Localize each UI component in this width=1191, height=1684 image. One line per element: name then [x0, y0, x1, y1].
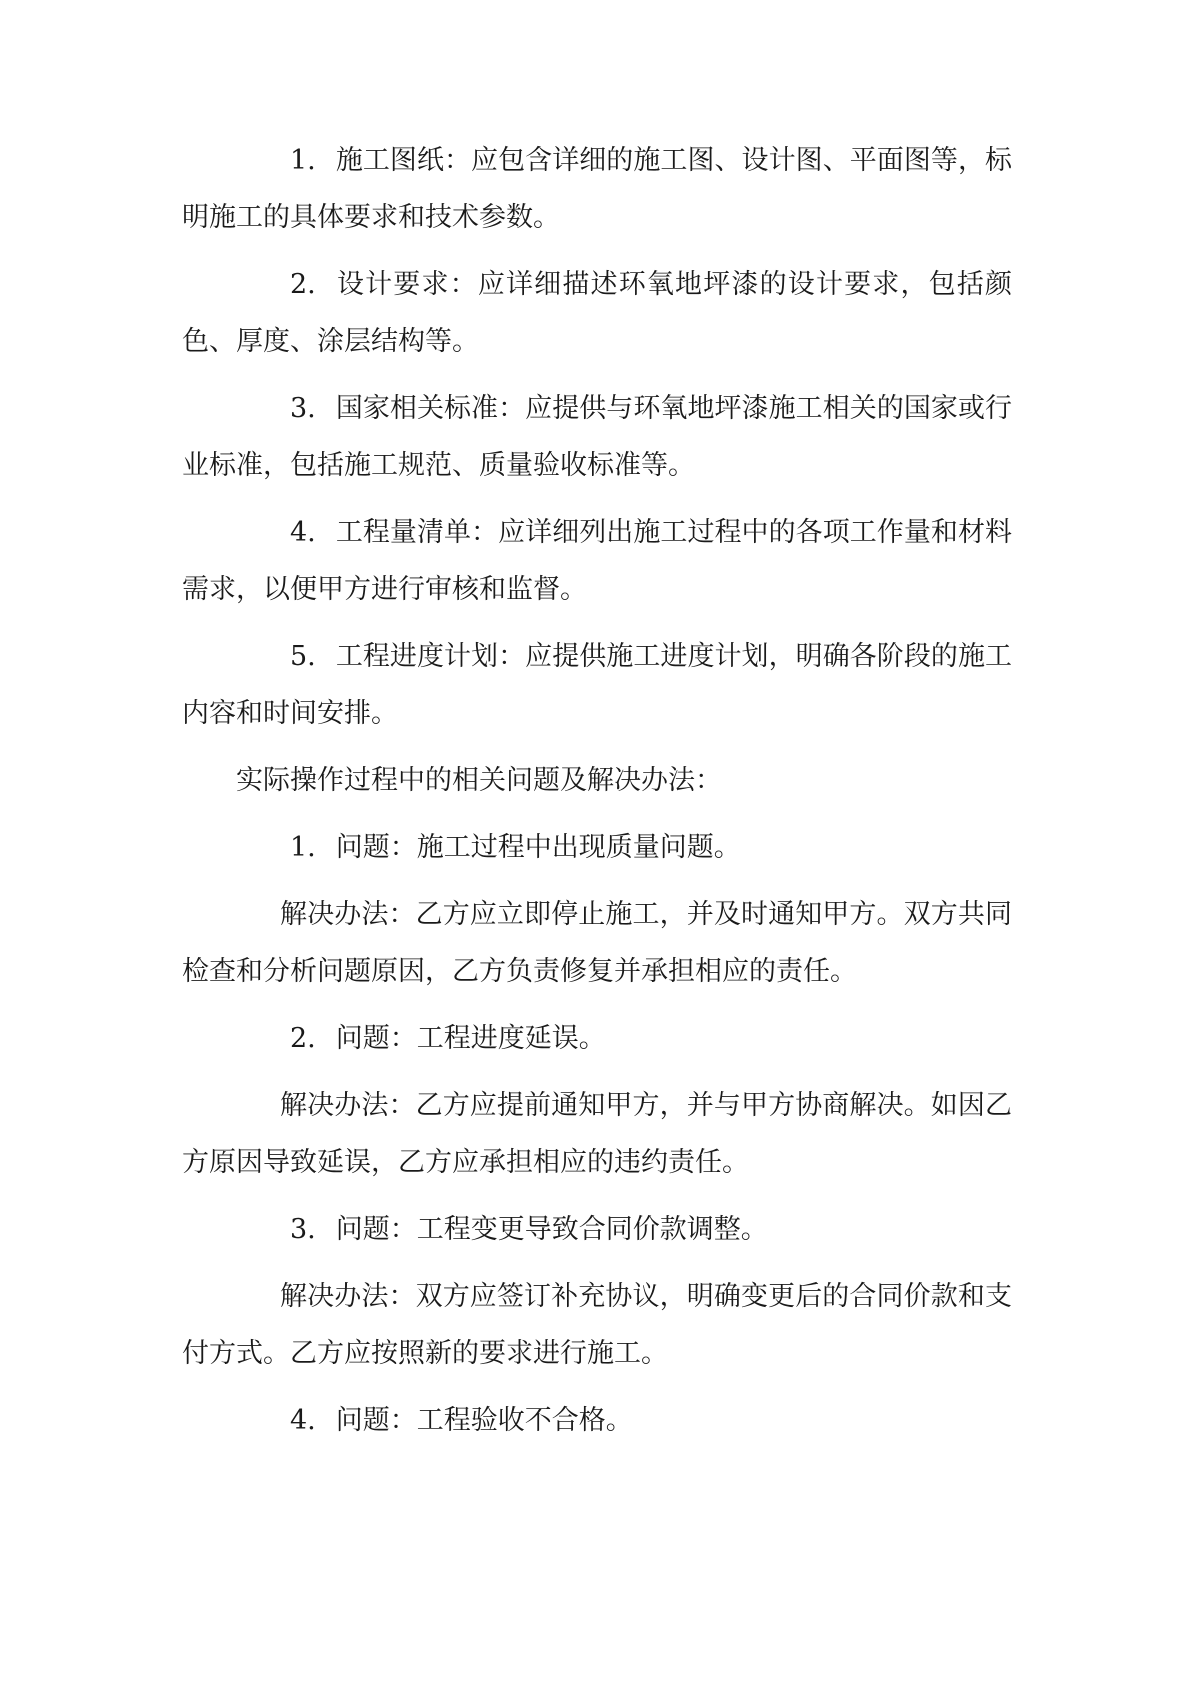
- issue-problem: [182, 1392, 1012, 1449]
- issue-solution: 解决办法：乙方应立即停止施工，并及时通知甲方。双方共同检查和分析问题原因，乙方负责修复并承担相应的责任。: [182, 899, 1012, 987]
- item-text: 施工图纸：应包含详细的施工图、设计图、平面图等，标明施工的具体要求和技术参数。: [182, 145, 1012, 233]
- issue-solution: 解决办法：乙方应提前通知甲方，并与甲方协商解决。如因乙方原因导致延误，乙方应承担相应的违约责任。: [182, 1090, 1012, 1178]
- requirement-item: [182, 504, 1012, 618]
- problem-text: 问题：工程验收不合格。: [335, 1405, 633, 1436]
- issue-problem: [182, 819, 1012, 876]
- issue-number: 1.: [290, 832, 316, 863]
- problem-text: 问题：施工过程中出现质量问题。: [335, 832, 741, 863]
- requirement-item: [182, 256, 1012, 370]
- requirement-item: [182, 132, 1012, 246]
- item-number: 4.: [290, 517, 316, 548]
- requirement-item: [182, 380, 1012, 494]
- issue-number: 3.: [290, 1214, 316, 1245]
- item-text: 工程进度计划：应提供施工进度计划，明确各阶段的施工内容和时间安排。: [182, 641, 1012, 729]
- issue-number: 4.: [290, 1405, 316, 1436]
- item-text: 工程量清单：应详细列出施工过程中的各项工作量和材料需求，以便甲方进行审核和监督。: [182, 517, 1012, 605]
- item-number: 3.: [290, 393, 316, 424]
- problem-text: 问题：工程变更导致合同价款调整。: [335, 1214, 768, 1245]
- item-number: 1.: [290, 145, 316, 176]
- item-text: 设计要求：应详细描述环氧地坪漆的设计要求，包括颜色、厚度、涂层结构等。: [182, 269, 1012, 357]
- document-body: [182, 132, 1012, 1459]
- problem-text: 问题：工程进度延误。: [335, 1023, 606, 1054]
- issue-problem: [182, 1010, 1012, 1067]
- issue-problem: [182, 1201, 1012, 1258]
- requirement-item: [182, 628, 1012, 742]
- item-text: 国家相关标准：应提供与环氧地坪漆施工相关的国家或行业标准，包括施工规范、质量验收标准等。: [182, 393, 1012, 481]
- item-number: 5.: [290, 641, 316, 672]
- item-number: 2.: [290, 269, 316, 300]
- issue-number: 2.: [290, 1023, 316, 1054]
- section-heading: 实际操作过程中的相关问题及解决办法：: [236, 765, 722, 796]
- issue-solution: 解决办法：双方应签订补充协议，明确变更后的合同价款和支付方式。乙方应按照新的要求进行施工。: [182, 1281, 1012, 1369]
